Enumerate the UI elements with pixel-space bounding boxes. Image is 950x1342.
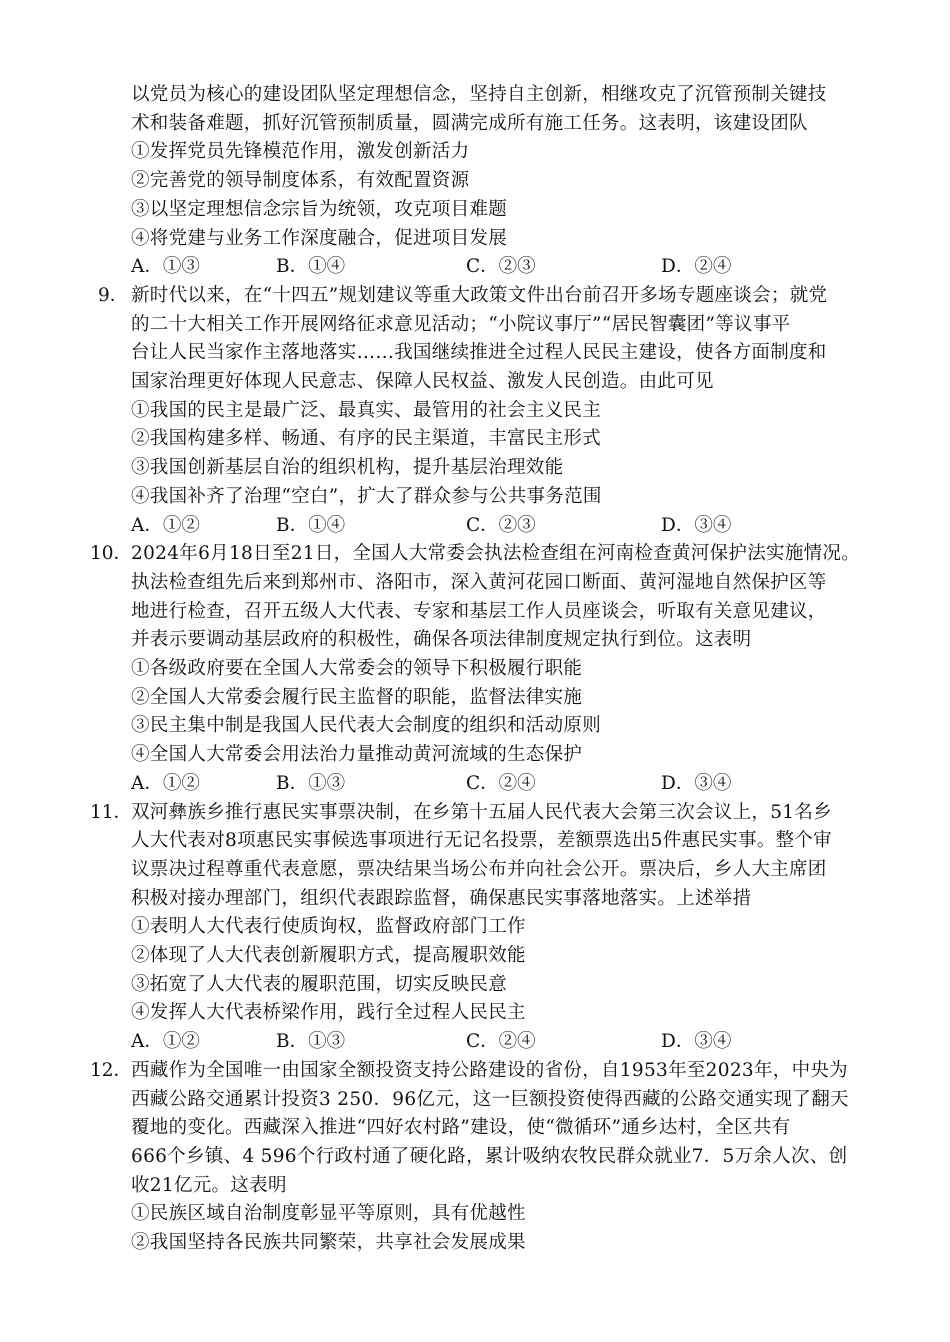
answer-option: B．①④ xyxy=(276,256,346,278)
statement-item: ②我国坚持各民族共同繁荣，共享社会发展成果 xyxy=(131,1232,526,1253)
question-number: 11． xyxy=(90,801,133,823)
question-stem-line: 台让人民当家作主落地落实……我国继续推进全过程人民民主建设，使各方面制度和 xyxy=(131,342,827,364)
answer-option: C．②③ xyxy=(466,514,536,536)
answer-option: B．①③ xyxy=(276,772,346,794)
question-stem-line: 收21亿元。这表明 xyxy=(131,1174,287,1196)
question-stem-line: 的二十大相关工作开展网络征求意见活动；“小院议事厅”“居民智囊团”等议事平 xyxy=(131,313,791,335)
answer-option: D．③④ xyxy=(661,772,732,794)
question-stem-line: 积极对接办理部门，组织代表跟踪监督，确保惠民实事落地落实。上述举措 xyxy=(131,887,752,909)
statement-item: ②完善党的领导制度体系，有效配置资源 xyxy=(131,170,470,192)
statement-item: ④全国人大常委会用法治力量推动黄河流域的生态保护 xyxy=(131,744,583,766)
statement-item: ①表明人大代表行使质询权，监督政府部门工作 xyxy=(131,916,526,938)
question-stem-line: 人大代表对8项惠民实事候选事项进行无记名投票，差额票选出5件惠民实事。整个审 xyxy=(131,830,832,852)
statement-item: ①我国的民主是最广泛、最真实、最管用的社会主义民主 xyxy=(131,399,602,421)
statement-item: ③以坚定理想信念宗旨为统领，攻克项目难题 xyxy=(131,198,508,220)
statement-item: ④我国补齐了治理“空白”，扩大了群众参与公共事务范围 xyxy=(131,485,602,507)
statement-item: ②我国构建多样、畅通、有序的民主渠道，丰富民主形式 xyxy=(131,428,602,450)
answer-option: D．③④ xyxy=(661,514,732,536)
answer-option: A．①③ xyxy=(131,256,200,278)
answer-option: A．①② xyxy=(131,1031,200,1053)
answer-option: D．②④ xyxy=(661,256,732,278)
question-stem-line: 国家治理更好体现人民意志、保障人民权益、激发人民创造。由此可见 xyxy=(131,371,714,392)
question-number: 10． xyxy=(90,543,133,565)
statement-item: ①发挥党员先锋模范作用，激发创新活力 xyxy=(131,141,470,163)
question-stem-line: 2024年6月18日至21日，全国人大常委会执法检查组在河南检查黄河保护法实施情况。 xyxy=(131,543,861,565)
answer-option: C．②③ xyxy=(466,256,536,278)
question-stem-line: 666个乡镇、4 596个行政村通了硬化路，累计吸纳农牧民群众就业7．5万余人次、创 xyxy=(131,1145,848,1167)
answer-option: C．②④ xyxy=(466,772,536,794)
answer-option: C．②④ xyxy=(466,1031,536,1053)
statement-item: ③我国创新基层自治的组织机构，提升基层治理效能 xyxy=(131,457,564,479)
question-stem-line: 执法检查组先后来到郑州市、洛阳市，深入黄河花园口断面、黄河湿地自然保护区等 xyxy=(131,571,827,593)
question-number: 9． xyxy=(98,284,129,306)
statement-item: ①民族区域自治制度彰显平等原则，具有优越性 xyxy=(131,1203,526,1225)
answer-option: B．①④ xyxy=(276,514,346,536)
question-stem-line: 西藏作为全国唯一由国家全额投资支持公路建设的省份，自1953年至2023年，中央为 xyxy=(131,1059,848,1081)
question-stem-line: 西藏公路交通累计投资3 250．96亿元，这一巨额投资使得西藏的公路交通实现了翻天 xyxy=(131,1088,849,1110)
question-stem-line: 议票决过程尊重代表意愿，票决结果当场公布并向社会公开。票决后，乡人大主席团 xyxy=(131,858,827,880)
question-stem-line: 覆地的变化。西藏深入推进“四好农村路”建设，使“微循环”通乡达村，全区共有 xyxy=(131,1117,791,1139)
question-stem-line: 并表示要调动基层政府的积极性，确保各项法律制度规定执行到位。这表明 xyxy=(131,629,752,651)
question-number: 12． xyxy=(90,1059,133,1081)
answer-option: D．③④ xyxy=(661,1031,732,1053)
statement-item: ③民主集中制是我国人民代表大会制度的组织和活动原则 xyxy=(131,715,602,737)
statement-item: ②体现了人大代表创新履职方式，提高履职效能 xyxy=(131,945,526,966)
statement-item: ②全国人大常委会履行民主监督的职能，监督法律实施 xyxy=(131,686,583,708)
answer-option: A．①② xyxy=(131,772,200,794)
question-stem-line: 新时代以来，在“十四五”规划建议等重大政策文件出台前召开多场专题座谈会；就党 xyxy=(131,284,828,306)
statement-item: ①各级政府要在全国人大常委会的领导下积极履行职能 xyxy=(131,658,583,679)
answer-option: B．①③ xyxy=(276,1031,346,1053)
question-stem-line: 术和装备难题，抓好沉管预制质量，圆满完成所有施工任务。这表明，该建设团队 xyxy=(131,112,808,134)
statement-item: ④发挥人大代表桥梁作用，践行全过程人民民主 xyxy=(131,1002,526,1024)
answer-option: A．①② xyxy=(131,514,200,536)
question-stem-line: 以党员为核心的建设团队坚定理想信念，坚持自主创新，相继攻克了沉管预制关键技 xyxy=(131,84,827,105)
statement-item: ④将党建与业务工作深度融合，促进项目发展 xyxy=(131,227,508,249)
question-stem-line: 地进行检查，召开五级人大代表、专家和基层工作人员座谈会，听取有关意见建议， xyxy=(131,600,827,622)
statement-item: ③拓宽了人大代表的履职范围，切实反映民意 xyxy=(131,973,508,995)
question-stem-line: 双河彝族乡推行惠民实事票决制，在乡第十五届人民代表大会第三次会议上，51名乡 xyxy=(131,801,832,823)
